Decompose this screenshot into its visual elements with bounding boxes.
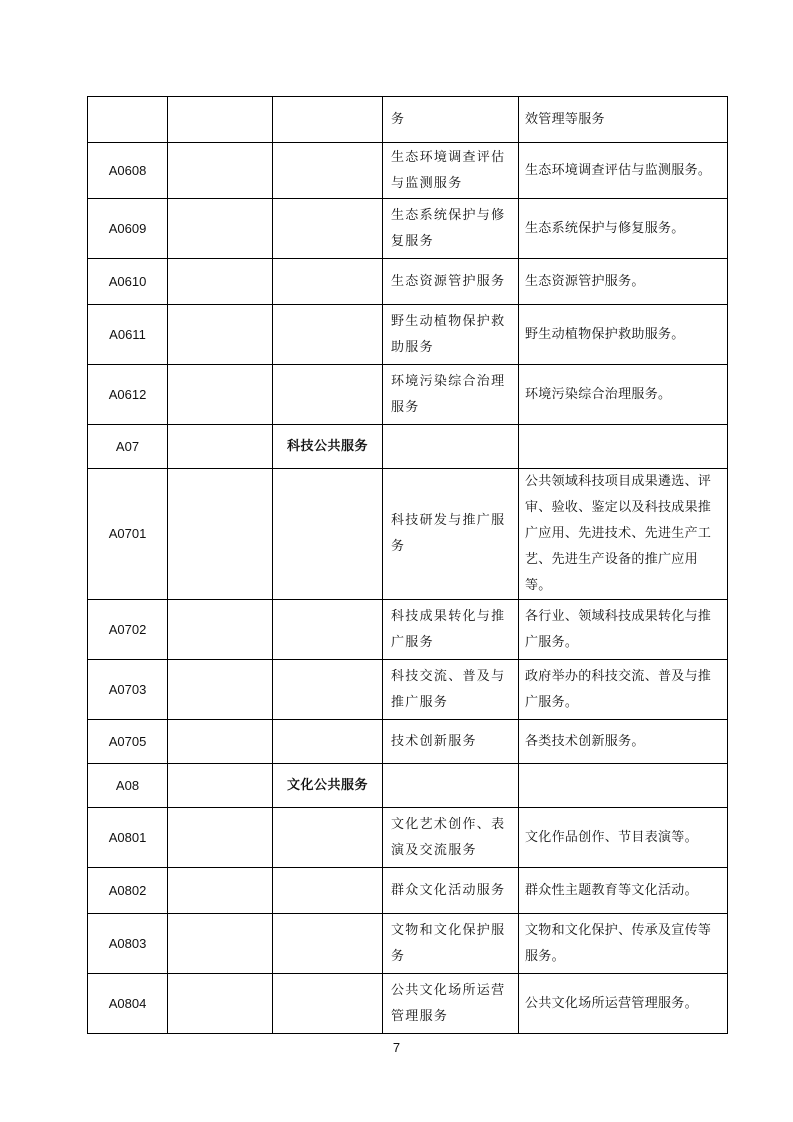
- category-name-cell: [273, 720, 383, 764]
- blank-cell: [168, 469, 273, 600]
- blank-cell: [168, 808, 273, 868]
- item-code-cell: A0611: [88, 305, 168, 365]
- catalog-table-body: [88, 97, 728, 1034]
- category-name-cell: [273, 365, 383, 425]
- item-description-cell: 文化作品创作、节目表演等。: [519, 808, 728, 868]
- table-row: [88, 660, 728, 720]
- table-row: [88, 600, 728, 660]
- item-code-cell: A0610: [88, 259, 168, 305]
- table-row: [88, 305, 728, 365]
- table-row: [88, 764, 728, 808]
- item-name-cell: 野生动植物保护救助服务: [383, 305, 519, 365]
- item-code-cell: A0804: [88, 974, 168, 1034]
- item-description-cell: 公共文化场所运营管理服务。: [519, 974, 728, 1034]
- category-name-cell: [273, 660, 383, 720]
- blank-cell: [168, 914, 273, 974]
- item-code-cell: A0803: [88, 914, 168, 974]
- blank-cell: [168, 868, 273, 914]
- category-name-cell: [273, 305, 383, 365]
- table-row: [88, 425, 728, 469]
- table-row: [88, 974, 728, 1034]
- blank-cell: [168, 425, 273, 469]
- blank-cell: [168, 660, 273, 720]
- item-name-cell: 科技成果转化与推广服务: [383, 600, 519, 660]
- item-description-cell: 生态系统保护与修复服务。: [519, 199, 728, 259]
- category-name-cell: 文化公共服务: [273, 764, 383, 808]
- item-description-cell: 效管理等服务: [519, 97, 728, 143]
- item-description-cell: 环境污染综合治理服务。: [519, 365, 728, 425]
- blank-cell: [168, 259, 273, 305]
- item-name-cell: 生态资源管护服务: [383, 259, 519, 305]
- blank-cell: [168, 365, 273, 425]
- item-name-cell: 公共文化场所运营管理服务: [383, 974, 519, 1034]
- category-name-cell: [273, 199, 383, 259]
- page-number: 7: [392, 1040, 401, 1055]
- item-description-cell: 政府举办的科技交流、普及与推广服务。: [519, 660, 728, 720]
- category-name-cell: [273, 808, 383, 868]
- table-row: [88, 868, 728, 914]
- blank-cell: [168, 305, 273, 365]
- category-name-cell: 科技公共服务: [273, 425, 383, 469]
- table-row: [88, 808, 728, 868]
- item-description-cell: 生态资源管护服务。: [519, 259, 728, 305]
- item-description-cell: 文物和文化保护、传承及宣传等服务。: [519, 914, 728, 974]
- blank-cell: [168, 199, 273, 259]
- item-name-cell: 科技研发与推广服务: [383, 469, 519, 600]
- item-code-cell: A0802: [88, 868, 168, 914]
- table-row: [88, 469, 728, 600]
- table-row: [88, 97, 728, 143]
- catalog-table: [87, 96, 728, 1034]
- item-code-cell: A07: [88, 425, 168, 469]
- item-code-cell: A0701: [88, 469, 168, 600]
- item-name-cell: 环境污染综合治理服务: [383, 365, 519, 425]
- item-name-cell: 文化艺术创作、表演及交流服务: [383, 808, 519, 868]
- blank-cell: [168, 143, 273, 199]
- item-name-cell: 生态系统保护与修复服务: [383, 199, 519, 259]
- item-name-cell: 文物和文化保护服务: [383, 914, 519, 974]
- item-description-cell: 生态环境调查评估与监测服务。: [519, 143, 728, 199]
- item-description-cell: 公共领域科技项目成果遴选、评审、验收、鉴定以及科技成果推广应用、先进技术、先进生产工艺、先进生产设备的推广应用等。: [519, 469, 728, 600]
- item-name-cell: 群众文化活动服务: [383, 868, 519, 914]
- item-description-cell: [519, 425, 728, 469]
- item-code-cell: A0608: [88, 143, 168, 199]
- table-row: [88, 720, 728, 764]
- category-name-cell: [273, 914, 383, 974]
- item-code-cell: A0612: [88, 365, 168, 425]
- blank-cell: [168, 974, 273, 1034]
- category-name-cell: [273, 259, 383, 305]
- item-name-cell: [383, 764, 519, 808]
- item-code-cell: A0801: [88, 808, 168, 868]
- blank-cell: [168, 764, 273, 808]
- item-code-cell: A0703: [88, 660, 168, 720]
- item-name-cell: 务: [383, 97, 519, 143]
- item-name-cell: 技术创新服务: [383, 720, 519, 764]
- blank-cell: [168, 720, 273, 764]
- item-code-cell: A0705: [88, 720, 168, 764]
- item-code-cell: A0609: [88, 199, 168, 259]
- item-name-cell: [383, 425, 519, 469]
- item-description-cell: [519, 764, 728, 808]
- table-row: [88, 914, 728, 974]
- category-name-cell: [273, 868, 383, 914]
- item-code-cell: A08: [88, 764, 168, 808]
- item-name-cell: 科技交流、普及与推广服务: [383, 660, 519, 720]
- category-name-cell: [273, 600, 383, 660]
- item-description-cell: 群众性主题教育等文化活动。: [519, 868, 728, 914]
- category-name-cell: [273, 143, 383, 199]
- category-name-cell: [273, 97, 383, 143]
- blank-cell: [168, 600, 273, 660]
- table-row: [88, 365, 728, 425]
- category-name-cell: [273, 974, 383, 1034]
- item-description-cell: 野生动植物保护救助服务。: [519, 305, 728, 365]
- item-description-cell: 各行业、领域科技成果转化与推广服务。: [519, 600, 728, 660]
- item-code-cell: [88, 97, 168, 143]
- item-name-cell: 生态环境调查评估与监测服务: [383, 143, 519, 199]
- table-row: [88, 199, 728, 259]
- item-description-cell: 各类技术创新服务。: [519, 720, 728, 764]
- category-name-cell: [273, 469, 383, 600]
- table-row: [88, 259, 728, 305]
- blank-cell: [168, 97, 273, 143]
- item-code-cell: A0702: [88, 600, 168, 660]
- table-row: [88, 143, 728, 199]
